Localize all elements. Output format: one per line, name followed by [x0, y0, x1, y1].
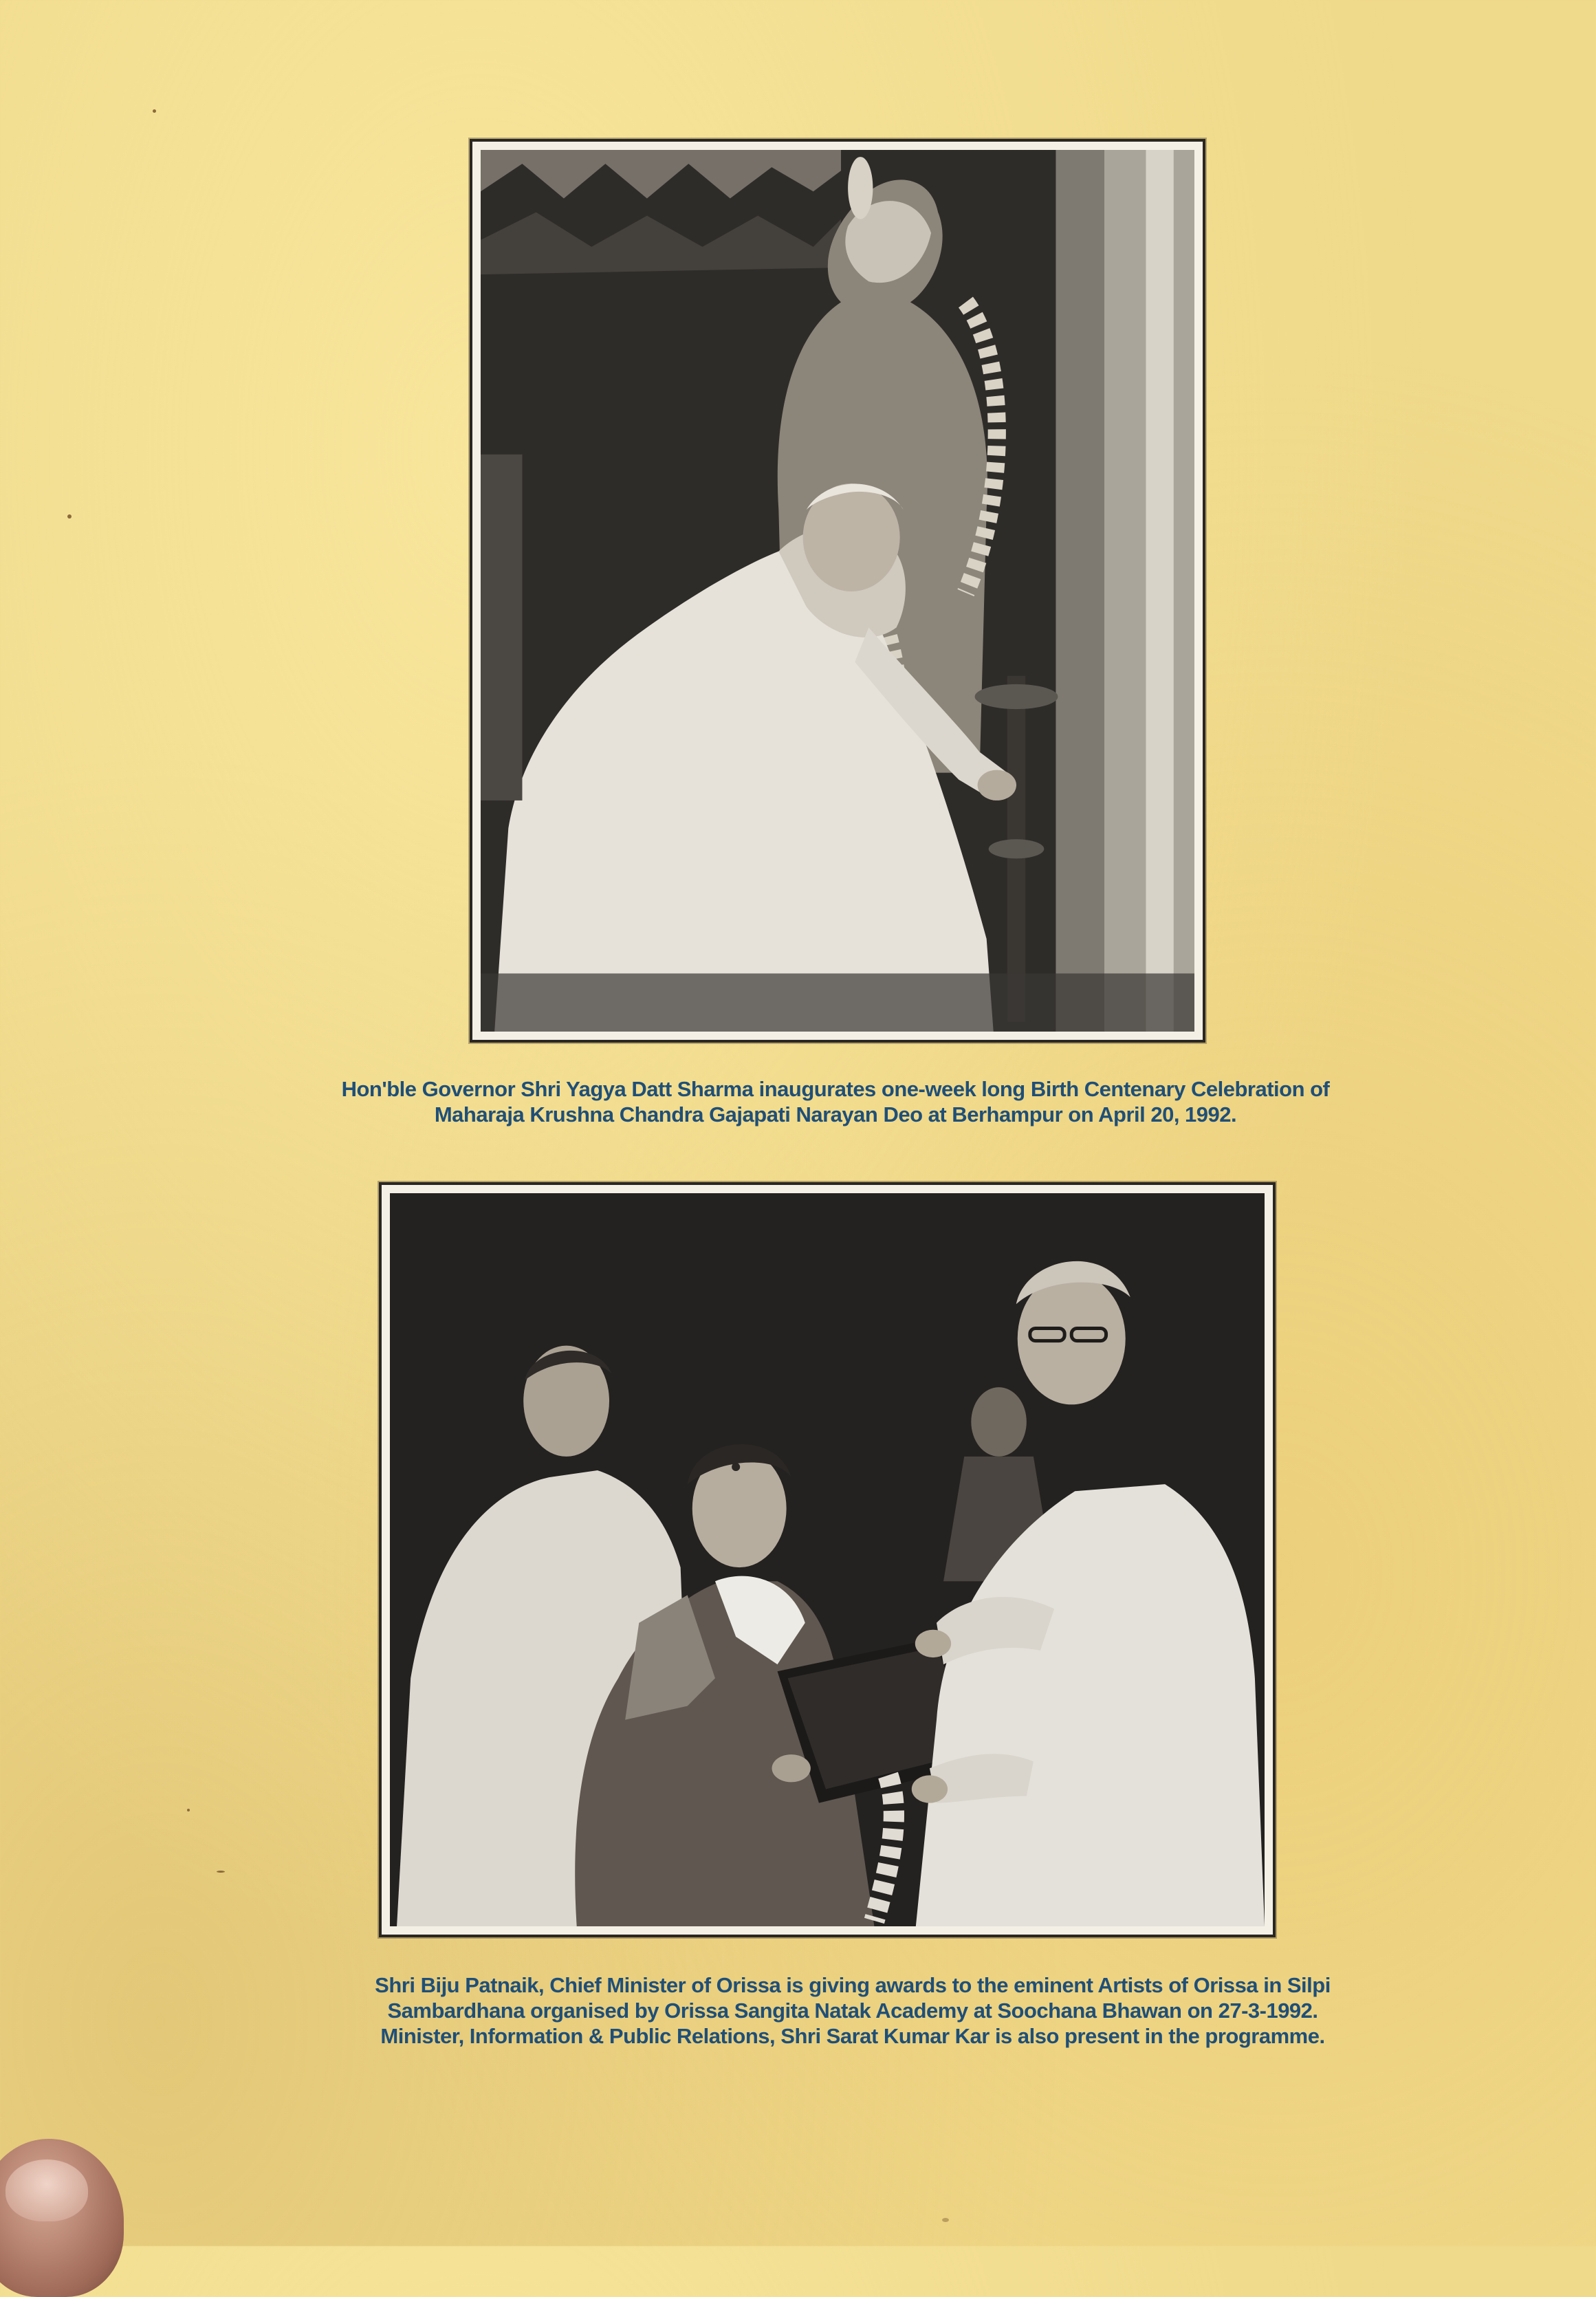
photo-awards-image — [390, 1193, 1265, 1926]
paper-speck — [217, 1871, 225, 1873]
photo-governor-inauguration — [470, 139, 1205, 1043]
photo-governor-image — [481, 150, 1194, 1032]
paper-speck — [187, 1809, 190, 1811]
photo-awards-ceremony — [379, 1182, 1276, 1937]
photo-1-caption — [227, 1076, 1444, 1127]
caption-line: Maharaja Krushna Chandra Gajapati Narayan Deo at Berhampur on April 20, 1992. — [434, 1102, 1237, 1126]
paper-speck — [153, 109, 156, 113]
paper-speck — [67, 514, 72, 519]
caption-line: Shri Biju Patnaik, Chief Minister of Orissa is giving awards to the eminent Artists of Orissa in Silpi — [375, 1973, 1331, 1997]
photo-2-caption — [296, 1972, 1410, 2049]
caption-line: Hon'ble Governor Shri Yagya Datt Sharma inaugurates one-week long Birth Centenary Celebration of — [341, 1077, 1330, 1101]
caption-line: Minister, Information & Public Relations, Shri Sarat Kumar Kar is also present in the programme. — [380, 2024, 1325, 2048]
thumbnail-nail — [6, 2159, 88, 2221]
paper-speck — [942, 2218, 949, 2222]
caption-line: Sambardhana organised by Orissa Sangita Natak Academy at Soochana Bhawan on 27-3-1992. — [387, 1999, 1318, 2023]
